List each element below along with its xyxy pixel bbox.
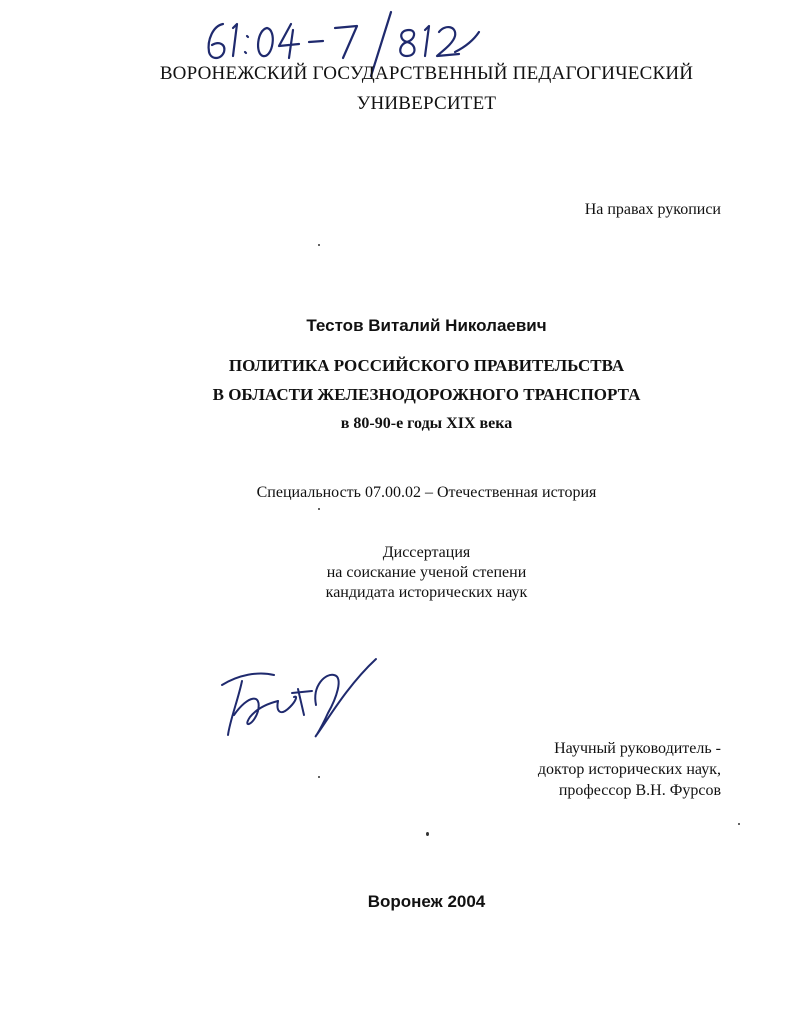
scan-speck bbox=[318, 776, 320, 778]
dissertation-line1: Диссертация bbox=[382, 544, 471, 561]
supervisor-line3: профессор В.Н. Фурсов bbox=[558, 782, 721, 799]
scan-speck bbox=[318, 244, 320, 246]
supervisor-line1: Научный руководитель - bbox=[554, 740, 721, 757]
university-name-line1: ВОРОНЕЖСКИЙ ГОСУДАРСТВЕННЫЙ ПЕДАГОГИЧЕСКИЙ bbox=[159, 63, 694, 84]
scan-speck bbox=[426, 832, 429, 836]
specialty: Специальность 07.00.02 – Отечественная история bbox=[256, 484, 597, 501]
scan-speck bbox=[738, 823, 740, 825]
manuscript-note: На правах рукописи bbox=[584, 201, 721, 218]
title-line3: в 80-90-е годы XIX века bbox=[340, 415, 513, 432]
scan-speck bbox=[318, 508, 320, 510]
city-year: Воронеж 2004 bbox=[367, 892, 486, 911]
dissertation-line3: кандидата исторических наук bbox=[325, 584, 528, 601]
university-name-line2: УНИВЕРСИТЕТ bbox=[356, 93, 497, 114]
supervisor-line2: доктор исторических наук, bbox=[537, 761, 721, 778]
author-signature bbox=[218, 645, 388, 745]
title-line2: В ОБЛАСТИ ЖЕЛЕЗНОДОРОЖНОГО ТРАНСПОРТА bbox=[212, 385, 641, 404]
dissertation-line2: на соискание ученой степени bbox=[326, 564, 527, 581]
author-name: Тестов Виталий Николаевич bbox=[306, 316, 547, 335]
title-line1: ПОЛИТИКА РОССИЙСКОГО ПРАВИТЕЛЬСТВА bbox=[228, 356, 625, 375]
